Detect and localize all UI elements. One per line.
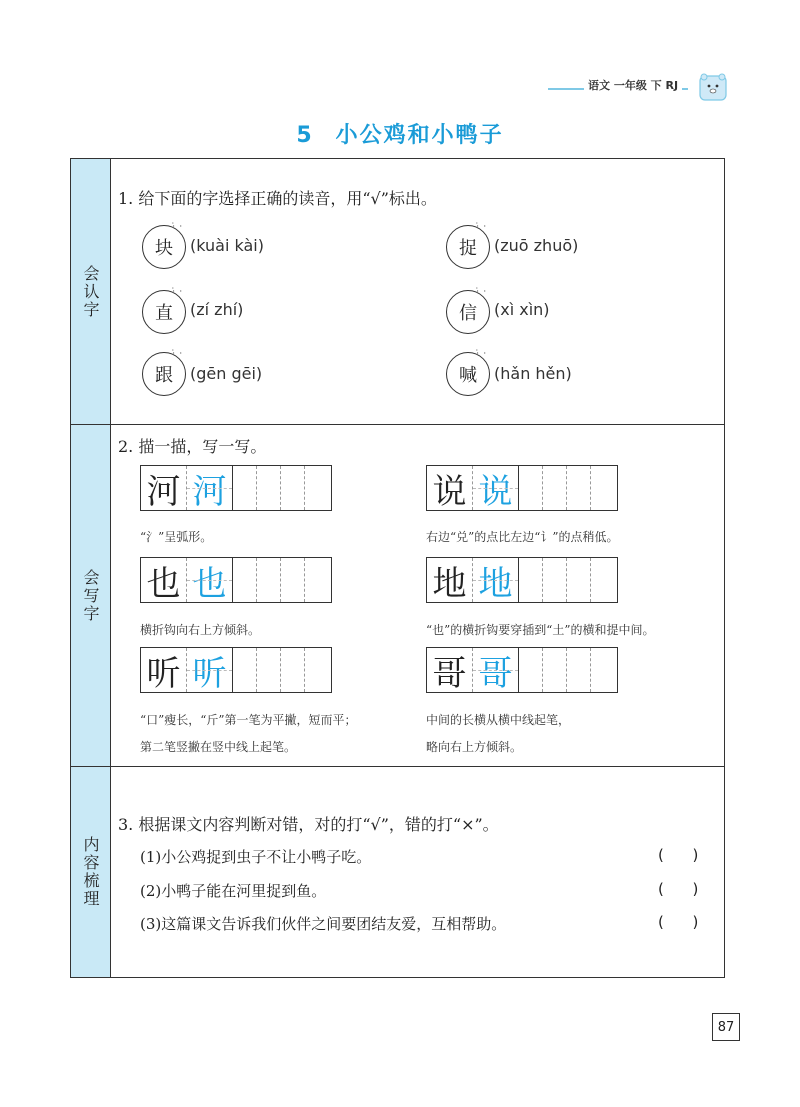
char-circle	[446, 290, 490, 334]
target-character: 喊	[459, 365, 477, 386]
pinyin-options[interactable]: (kuài kài)	[190, 236, 264, 255]
practice-cell[interactable]	[281, 558, 305, 602]
practice-cell[interactable]	[305, 466, 329, 510]
divider	[71, 424, 724, 425]
model-cell: 说	[427, 466, 473, 510]
model-cell: 哥	[427, 648, 473, 692]
judgement-item: (3)这篇课文告诉我们伙伴之间要团结友爱，互相帮助。	[140, 915, 507, 933]
practice-cell[interactable]	[233, 558, 257, 602]
practice-cell[interactable]	[257, 466, 281, 510]
writing-tip: “氵”呈弧形。	[140, 530, 213, 544]
practice-cell[interactable]	[281, 648, 305, 692]
trace-cell: 哥	[473, 648, 519, 692]
practice-cell[interactable]	[591, 648, 615, 692]
model-cell: 河	[141, 466, 187, 510]
model-cell: 地	[427, 558, 473, 602]
target-character: 信	[459, 303, 477, 324]
pinyin-options[interactable]: (xì xìn)	[494, 300, 550, 319]
running-header	[548, 72, 728, 102]
section-label-text: 会认字	[81, 265, 100, 319]
practice-cell[interactable]	[281, 466, 305, 510]
trace-cell: 也	[187, 558, 233, 602]
lesson-title	[0, 118, 800, 149]
char-circle	[446, 352, 490, 396]
char-circle	[446, 225, 490, 269]
writing-grid	[140, 647, 332, 693]
char-circle	[142, 352, 186, 396]
section-label-text: 内容梳理	[81, 836, 100, 908]
practice-cell[interactable]	[543, 558, 567, 602]
practice-cell[interactable]	[543, 466, 567, 510]
lesson-number: 5	[296, 123, 314, 148]
answer-blank[interactable]: ( )	[658, 913, 699, 931]
q3-prompt: 3. 根据课文内容判断对错，对的打“√”，错的打“×”。	[118, 815, 499, 834]
practice-cell[interactable]	[305, 648, 329, 692]
pinyin-options[interactable]: (hǎn hěn)	[494, 364, 572, 383]
target-character: 捉	[459, 238, 477, 259]
practice-cell[interactable]	[519, 466, 543, 510]
bear-mascot-icon	[698, 72, 728, 102]
model-cell: 也	[141, 558, 187, 602]
char-circle	[142, 225, 186, 269]
writing-tip: “也”的横折钩要穿插到“土”的横和提中间。	[426, 623, 655, 637]
practice-cell[interactable]	[567, 648, 591, 692]
target-character: 跟	[155, 365, 173, 386]
practice-cell[interactable]	[567, 558, 591, 602]
practice-cell[interactable]	[591, 558, 615, 602]
answer-blank[interactable]: ( )	[658, 880, 699, 898]
writing-grid	[426, 465, 618, 511]
practice-cell[interactable]	[567, 466, 591, 510]
pinyin-options[interactable]: (zí zhí)	[190, 300, 244, 319]
target-character: 直	[155, 303, 173, 324]
trace-cell: 听	[187, 648, 233, 692]
q1-prompt: 1. 给下面的字选择正确的读音，用“√”标出。	[118, 189, 437, 208]
trace-cell: 说	[473, 466, 519, 510]
pinyin-options[interactable]: (zuō zhuō)	[494, 236, 579, 255]
writing-tip: 横折钩向右上方倾斜。	[140, 623, 261, 637]
practice-cell[interactable]	[519, 648, 543, 692]
practice-cell[interactable]	[257, 648, 281, 692]
writing-tip: 略向右上方倾斜。	[426, 740, 523, 754]
writing-tip: 中间的长横从横中线起笔，	[426, 713, 571, 727]
trace-cell: 河	[187, 466, 233, 510]
writing-tip: 第二笔竖撇在竖中线上起笔。	[140, 740, 297, 754]
writing-tip: 右边“兑”的点比左边“讠”的点稍低。	[426, 530, 619, 544]
page-number: 87	[712, 1013, 740, 1041]
practice-cell[interactable]	[543, 648, 567, 692]
target-character: 块	[155, 238, 173, 259]
section-label-content	[71, 767, 111, 977]
judgement-item: (1)小公鸡捉到虫子不让小鸭子吃。	[140, 848, 372, 866]
char-circle	[142, 290, 186, 334]
writing-tip: “口”瘦长，“斤”第一笔为平撇，短而平；	[140, 713, 357, 727]
practice-cell[interactable]	[305, 558, 329, 602]
practice-cell[interactable]	[591, 466, 615, 510]
trace-cell: 地	[473, 558, 519, 602]
practice-cell[interactable]	[257, 558, 281, 602]
answer-blank[interactable]: ( )	[658, 846, 699, 864]
model-cell: 听	[141, 648, 187, 692]
section-label-write	[71, 425, 111, 767]
writing-grid	[426, 647, 618, 693]
practice-cell[interactable]	[519, 558, 543, 602]
pinyin-options[interactable]: (gēn gēi)	[190, 364, 263, 383]
header-subject: 语文 一年级 下 RJ	[584, 77, 682, 93]
section-label-recognize	[71, 159, 111, 425]
practice-cell[interactable]	[233, 466, 257, 510]
judgement-item: (2)小鸭子能在河里捉到鱼。	[140, 882, 327, 900]
section-label-text: 会写字	[81, 569, 100, 623]
writing-grid	[140, 557, 332, 603]
writing-grid	[140, 465, 332, 511]
practice-cell[interactable]	[233, 648, 257, 692]
divider	[71, 766, 724, 767]
writing-grid	[426, 557, 618, 603]
q2-prompt: 2. 描一描，写一写。	[118, 437, 267, 456]
lesson-name: 小公鸡和小鸭子	[335, 123, 504, 148]
